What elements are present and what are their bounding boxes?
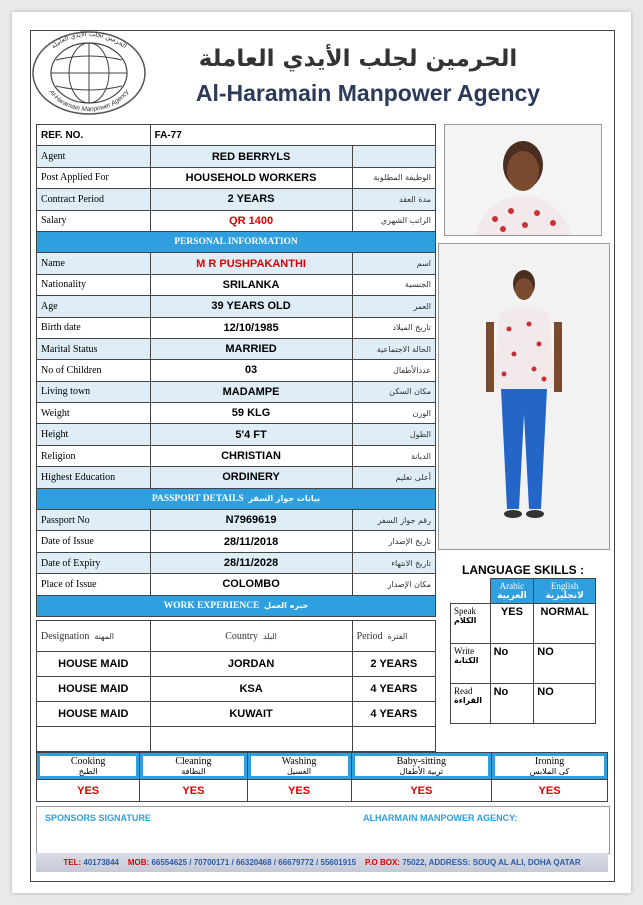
period-header-label: Period: [356, 630, 383, 642]
agency-name-arabic: الحرمين لجلب الأيدي العاملة: [198, 46, 518, 72]
skill-label: [451, 644, 491, 684]
field-label-arabic: تاريخ الانتهاء: [352, 552, 435, 573]
field-value: COLOMBO: [150, 574, 352, 595]
arabic-label-ar: العربية: [497, 591, 527, 601]
info-row: [37, 574, 436, 595]
info-row: [37, 403, 436, 424]
period-cell: 4 YEARS: [352, 702, 435, 727]
field-label: Passport No: [37, 510, 151, 531]
field-label: Age: [37, 296, 151, 317]
work-title-arabic: خبره العمل: [264, 600, 309, 610]
info-row: [37, 381, 436, 402]
info-row: [37, 445, 436, 466]
info-row: [37, 253, 436, 274]
info-row: [37, 274, 436, 295]
field-label-arabic: الجنسية: [352, 274, 435, 295]
agency-name-english: Al-Haramain Manpower Agency: [195, 80, 541, 106]
designation-cell: HOUSE MAID: [37, 652, 151, 677]
skill-name: Washing: [251, 756, 348, 767]
skill-value: YES: [351, 780, 492, 802]
skill-label: [451, 604, 491, 644]
designation-header: [37, 621, 151, 652]
field-label-arabic: مدة العقد: [352, 189, 435, 210]
field-label: Place of Issue: [37, 574, 151, 595]
field-label: Living town: [37, 381, 151, 402]
table-row: [37, 652, 436, 677]
info-row: [37, 338, 436, 359]
ref-label: REF. NO.: [37, 125, 151, 146]
country-header-arabic: البلد: [262, 631, 277, 641]
field-label: Highest Education: [37, 467, 151, 488]
globe-logo: [30, 30, 148, 116]
field-value: RED BERRYLS: [150, 146, 352, 167]
info-row: [37, 552, 436, 573]
skill-value: YES: [37, 780, 140, 802]
skill-label-en: Speak: [454, 606, 476, 616]
mob-label: MOB:: [127, 858, 150, 867]
work-title: WORK EXPERIENCE: [163, 600, 260, 611]
skill-name: Cleaning: [143, 756, 243, 767]
portrait-image: [445, 125, 601, 235]
field-label-arabic: تاريخ الإصدار: [352, 531, 435, 552]
field-value: 39 YEARS OLD: [150, 296, 352, 317]
arabic-header: [490, 579, 534, 604]
language-row: [451, 644, 596, 684]
field-label-arabic: رقم جواز السفر: [352, 510, 435, 531]
field-label: Weight: [37, 403, 151, 424]
skills-table: [36, 752, 608, 802]
skill-label-en: Write: [454, 646, 475, 656]
field-label: Contract Period: [37, 189, 151, 210]
field-label-arabic: مكان السكن: [352, 381, 435, 402]
field-value: MADAMPE: [150, 381, 352, 402]
skill-name-ar: الغسيل: [251, 767, 348, 776]
skill-name: Ironing: [495, 756, 604, 767]
field-label: Marital Status: [37, 338, 151, 359]
skill-name-ar: تربية الأطفال: [355, 767, 489, 776]
section-header-personal: PERSONAL INFORMATION: [37, 231, 436, 252]
skill-name: Cooking: [40, 756, 136, 767]
tel-label: TEL:: [63, 858, 82, 867]
field-label-arabic: العمر: [352, 296, 435, 317]
arabic-label: Arabic: [499, 581, 525, 591]
ref-value: FA-77: [150, 125, 435, 146]
skill-cell: [351, 753, 492, 780]
field-label-arabic: أعلى تعليم: [352, 467, 435, 488]
skill-label-en: Read: [454, 686, 473, 696]
field-label: Salary: [37, 210, 151, 231]
skill-name-ar: النظافة: [143, 767, 243, 776]
field-label-arabic: الطول: [352, 424, 435, 445]
info-row: [37, 167, 436, 188]
field-label-arabic: اسم: [352, 253, 435, 274]
arabic-level: No: [490, 684, 534, 724]
skill-name-ar: الطبخ: [40, 767, 136, 776]
field-label-arabic: [352, 146, 435, 167]
work-experience-table: [36, 620, 436, 752]
pobox-label: P.O BOX:: [364, 858, 400, 867]
field-label: Date of Expiry: [37, 552, 151, 573]
skill-cell: [37, 753, 140, 780]
english-level: NO: [534, 644, 596, 684]
tel-value: 40173844: [83, 858, 119, 867]
field-label: No of Children: [37, 360, 151, 381]
full-body-image: [439, 244, 609, 549]
language-skills-table: [450, 578, 596, 724]
designation-header-arabic: المهنة: [94, 631, 115, 641]
field-label: Birth date: [37, 317, 151, 338]
field-value: MARRIED: [150, 338, 352, 359]
english-level: NO: [534, 684, 596, 724]
info-row: [37, 210, 436, 231]
section-header-passport: [37, 488, 436, 509]
name-value: M R PUSHPAKANTHI: [150, 253, 352, 274]
field-label-arabic: مكان الإصدار: [352, 574, 435, 595]
pobox-value: 75022, ADDRESS: SOUQ AL ALI, DOHA QATAR: [402, 858, 581, 867]
country-cell: KUWAIT: [150, 702, 352, 727]
field-label: Name: [37, 253, 151, 274]
info-row: [37, 467, 436, 488]
period-header-arabic: الفترة: [387, 631, 408, 641]
skill-cell: [492, 753, 608, 780]
logo-ring-top-text: الحرمين لجلب الأيدي العاملة: [49, 30, 129, 51]
field-label-arabic: الحالة الاجتماعية: [352, 338, 435, 359]
skill-label-ar: الكلام: [454, 616, 477, 625]
skill-cell: [247, 753, 351, 780]
language-skills-title: LANGUAGE SKILLS :: [462, 563, 584, 577]
skill-value: YES: [140, 780, 247, 802]
ref-row: [37, 125, 436, 146]
period-header: [352, 621, 435, 652]
arabic-level: No: [490, 644, 534, 684]
field-value: 28/11/2018: [150, 531, 352, 552]
table-row: [37, 702, 436, 727]
skill-name-ar: كى الملابس: [495, 767, 604, 776]
info-row: [37, 189, 436, 210]
info-row: [37, 424, 436, 445]
english-label: English: [550, 581, 579, 591]
field-value: 12/10/1985: [150, 317, 352, 338]
arabic-level: YES: [490, 604, 534, 644]
designation-cell: HOUSE MAID: [37, 677, 151, 702]
field-label-arabic: الوزن: [352, 403, 435, 424]
period-cell: 2 YEARS: [352, 652, 435, 677]
english-level: NORMAL: [534, 604, 596, 644]
field-label-arabic: عددالأطفال: [352, 360, 435, 381]
field-label-arabic: الديانة: [352, 445, 435, 466]
main-info-table: [36, 124, 436, 617]
field-value: CHRISTIAN: [150, 445, 352, 466]
signature-box: [36, 806, 610, 854]
country-cell: JORDAN: [150, 652, 352, 677]
field-value: N7969619: [150, 510, 352, 531]
skill-label: [451, 684, 491, 724]
field-label: Religion: [37, 445, 151, 466]
designation-cell: HOUSE MAID: [37, 702, 151, 727]
agency-signature-label: ALHARMAIN MANPOWER AGENCY:: [363, 813, 518, 823]
table-row: [37, 677, 436, 702]
field-value: SRILANKA: [150, 274, 352, 295]
salary-value: QR 1400: [150, 210, 352, 231]
portrait-photo: [444, 124, 602, 236]
field-label: Post Applied For: [37, 167, 151, 188]
work-header-row: [37, 621, 436, 652]
field-label-arabic: الوظيفة المطلوبة: [352, 167, 435, 188]
field-value: 59 KLG: [150, 403, 352, 424]
english-header: [534, 579, 596, 604]
field-label: Nationality: [37, 274, 151, 295]
contact-bar: [36, 853, 608, 872]
info-row: [37, 360, 436, 381]
passport-title-arabic: بيانات جواز السفر: [248, 493, 321, 503]
field-value: 2 YEARS: [150, 189, 352, 210]
skill-name: Baby-sitting: [355, 756, 489, 767]
field-value: 28/11/2028: [150, 552, 352, 573]
full-body-photo: [438, 243, 610, 550]
language-row: [451, 604, 596, 644]
info-row: [37, 531, 436, 552]
info-row: [37, 296, 436, 317]
mob-value: 66554625 / 70700171 / 66320468 / 66679772 / 55601915: [151, 858, 357, 867]
table-row-empty: [37, 727, 436, 752]
field-value: ORDINERY: [150, 467, 352, 488]
field-value: HOUSEHOLD WORKERS: [150, 167, 352, 188]
sponsor-signature-label: SPONSORS SIGNATURE: [45, 813, 151, 823]
field-value: 03: [150, 360, 352, 381]
field-label: Agent: [37, 146, 151, 167]
info-row: [37, 510, 436, 531]
designation-header-label: Designation: [41, 630, 90, 642]
info-row: [37, 146, 436, 167]
field-value: 5'4 FT: [150, 424, 352, 445]
skill-value: YES: [492, 780, 608, 802]
field-label-arabic: الراتب الشهري: [352, 210, 435, 231]
field-label: Date of Issue: [37, 531, 151, 552]
field-label: Height: [37, 424, 151, 445]
country-header-label: Country: [225, 630, 258, 642]
english-label-ar: لانجليزية: [545, 591, 584, 601]
section-header-work: [37, 595, 436, 616]
period-cell: 4 YEARS: [352, 677, 435, 702]
skill-label-ar: القراءة: [454, 696, 483, 705]
country-cell: KSA: [150, 677, 352, 702]
passport-title: PASSPORT DETAILS: [151, 493, 244, 504]
skill-label-ar: الكتابة: [454, 656, 479, 665]
logo-ring-bottom-text: Al-Haramain Manpower Agency: [47, 88, 131, 114]
info-row: [37, 317, 436, 338]
skill-cell: [140, 753, 247, 780]
skill-value: YES: [247, 780, 351, 802]
language-row: [451, 684, 596, 724]
field-label-arabic: تاريخ الميلاد: [352, 317, 435, 338]
country-header: [150, 621, 352, 652]
